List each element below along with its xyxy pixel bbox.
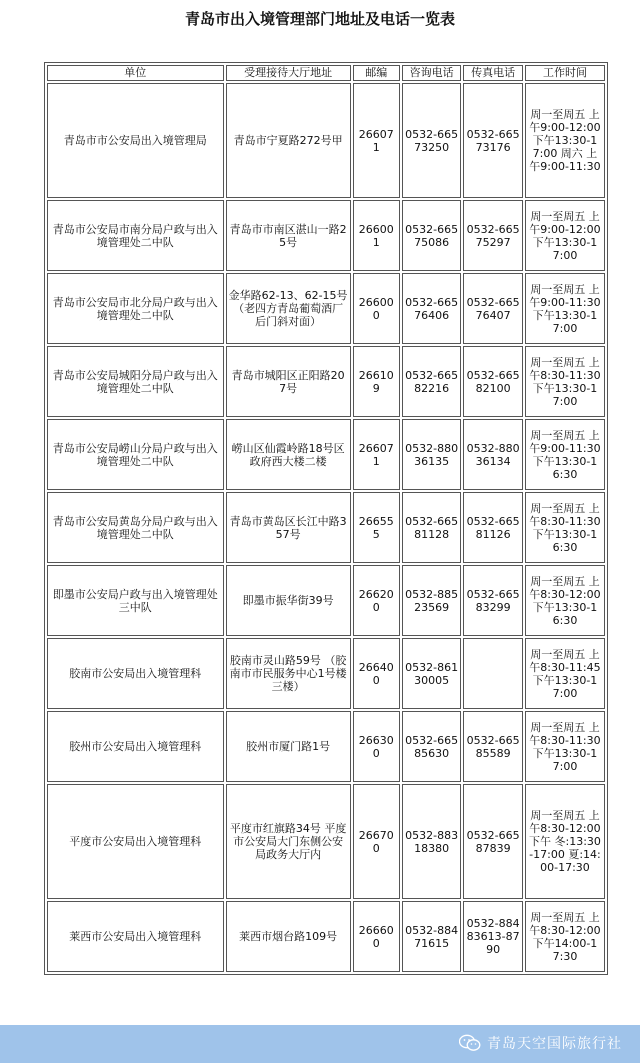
phone-cell: 0532-66585630	[402, 711, 462, 782]
phone-cell: 0532-88523569	[402, 565, 462, 636]
phone-cell: 0532-66575086	[402, 200, 462, 271]
phone-cell: 0532-86130005	[402, 638, 462, 709]
fax-cell: 0532-66585589	[463, 711, 523, 782]
table-row	[47, 273, 605, 344]
fax-cell: 0532-66575297	[463, 200, 523, 271]
wechat-icon	[459, 1034, 481, 1052]
unit-cell: 青岛市公安局市南分局户政与出入境管理处二中队	[47, 200, 224, 271]
phone-cell: 0532-66581128	[402, 492, 462, 563]
address-cell: 崂山区仙霞岭路18号区政府西大楼二楼	[226, 419, 351, 490]
address-cell: 青岛市宁夏路272号甲	[226, 83, 351, 198]
fax-cell: 0532-88036134	[463, 419, 523, 490]
header-fax: 传真电话	[463, 65, 523, 81]
watermark	[459, 1033, 622, 1053]
hours-cell: 周一至周五 上午9:00-11:30 下午13:30-17:00	[525, 273, 605, 344]
hours-cell: 周一至周五 上午9:00-12:00 下午13:30-17:00	[525, 200, 605, 271]
hours-cell: 周一至周五 上午8:30-11:30 下午13:30-17:00	[525, 711, 605, 782]
table-row	[47, 901, 605, 972]
address-cell: 胶南市灵山路59号 （胶南市市民服务中心1号楼三楼）	[226, 638, 351, 709]
fax-cell: 0532-66581126	[463, 492, 523, 563]
unit-cell: 莱西市公安局出入境管理科	[47, 901, 224, 972]
zip-cell: 266600	[353, 901, 400, 972]
zip-cell: 266700	[353, 784, 400, 899]
watermark-text: 青岛天空国际旅行社	[487, 1036, 622, 1052]
zip-cell: 266109	[353, 346, 400, 417]
address-cell: 胶州市厦门路1号	[226, 711, 351, 782]
table-row	[47, 83, 605, 198]
address-cell: 青岛市黄岛区长江中路357号	[226, 492, 351, 563]
address-cell: 莱西市烟台路109号	[226, 901, 351, 972]
unit-cell: 青岛市市公安局出入境管理局	[47, 83, 224, 198]
footer-bar	[0, 1025, 640, 1063]
address-cell: 青岛市城阳区正阳路207号	[226, 346, 351, 417]
phone-cell: 0532-88318380	[402, 784, 462, 899]
table-header-row	[47, 65, 605, 81]
zip-cell: 266555	[353, 492, 400, 563]
zip-cell: 266071	[353, 419, 400, 490]
table-row	[47, 638, 605, 709]
hours-cell: 周一至周五 上午8:30-11:30 下午13:30-17:00	[525, 346, 605, 417]
header-phone: 咨询电话	[402, 65, 462, 81]
zip-cell: 266300	[353, 711, 400, 782]
hours-cell: 周一至周五 上午8:30-12:00 下午14:00-17:30	[525, 901, 605, 972]
fax-cell: 0532-66583299	[463, 565, 523, 636]
address-cell: 青岛市市南区湛山一路25号	[226, 200, 351, 271]
phone-cell: 0532-66582216	[402, 346, 462, 417]
header-zip: 邮编	[353, 65, 400, 81]
page-title: 青岛市出入境管理部门地址及电话一览表	[184, 10, 455, 28]
hours-cell: 周一至周五 上午8:30-11:30 下午13:30-16:30	[525, 492, 605, 563]
unit-cell: 青岛市公安局黄岛分局户政与出入境管理处二中队	[47, 492, 224, 563]
table-row	[47, 419, 605, 490]
hours-cell: 周一至周五 上午9:00-12:00 下午13:30-17:00 周六 上午9:00-11:30	[525, 83, 605, 198]
fax-cell: 0532-88483613-8790	[463, 901, 523, 972]
address-cell: 平度市红旗路34号 平度市公安局大门东侧公安局政务大厅内	[226, 784, 351, 899]
zip-cell: 266071	[353, 83, 400, 198]
fax-cell: 0532-66587839	[463, 784, 523, 899]
zip-cell: 266000	[353, 273, 400, 344]
phone-cell: 0532-66576406	[402, 273, 462, 344]
table-row	[47, 492, 605, 563]
header-hours: 工作时间	[525, 65, 605, 81]
unit-cell: 青岛市公安局崂山分局户政与出入境管理处二中队	[47, 419, 224, 490]
hours-cell: 周一至周五 上午8:30-12:00 下午13:30-16:30	[525, 565, 605, 636]
unit-cell: 即墨市公安局户政与出入境管理处三中队	[47, 565, 224, 636]
hours-cell: 周一至周五 上午8:30-11:45 下午13:30-17:00	[525, 638, 605, 709]
hours-cell: 周一至周五 上午8:30-12:00 下午 冬:13:30-17:00 夏:14:00-17:30	[525, 784, 605, 899]
zip-cell: 266200	[353, 565, 400, 636]
unit-cell: 青岛市公安局市北分局户政与出入境管理处二中队	[47, 273, 224, 344]
table-row	[47, 346, 605, 417]
fax-cell: 0532-66576407	[463, 273, 523, 344]
hours-cell: 周一至周五 上午9:00-11:30 下午13:30-16:30	[525, 419, 605, 490]
header-address: 受理接待大厅地址	[226, 65, 351, 81]
address-cell: 即墨市振华街39号	[226, 565, 351, 636]
address-cell: 金华路62-13、62-15号 （老四方青岛葡萄酒厂后门斜对面）	[226, 273, 351, 344]
unit-cell: 青岛市公安局城阳分局户政与出入境管理处二中队	[47, 346, 224, 417]
zip-cell: 266400	[353, 638, 400, 709]
header-unit: 单位	[47, 65, 224, 81]
contact-table	[44, 62, 608, 975]
table-row	[47, 200, 605, 271]
phone-cell: 0532-66573250	[402, 83, 462, 198]
unit-cell: 胶州市公安局出入境管理科	[47, 711, 224, 782]
phone-cell: 0532-88036135	[402, 419, 462, 490]
fax-cell	[463, 638, 523, 709]
unit-cell: 平度市公安局出入境管理科	[47, 784, 224, 899]
phone-cell: 0532-88471615	[402, 901, 462, 972]
fax-cell: 0532-66573176	[463, 83, 523, 198]
table-row	[47, 784, 605, 899]
zip-cell: 266001	[353, 200, 400, 271]
table-row	[47, 565, 605, 636]
unit-cell: 胶南市公安局出入境管理科	[47, 638, 224, 709]
table-row	[47, 711, 605, 782]
fax-cell: 0532-66582100	[463, 346, 523, 417]
